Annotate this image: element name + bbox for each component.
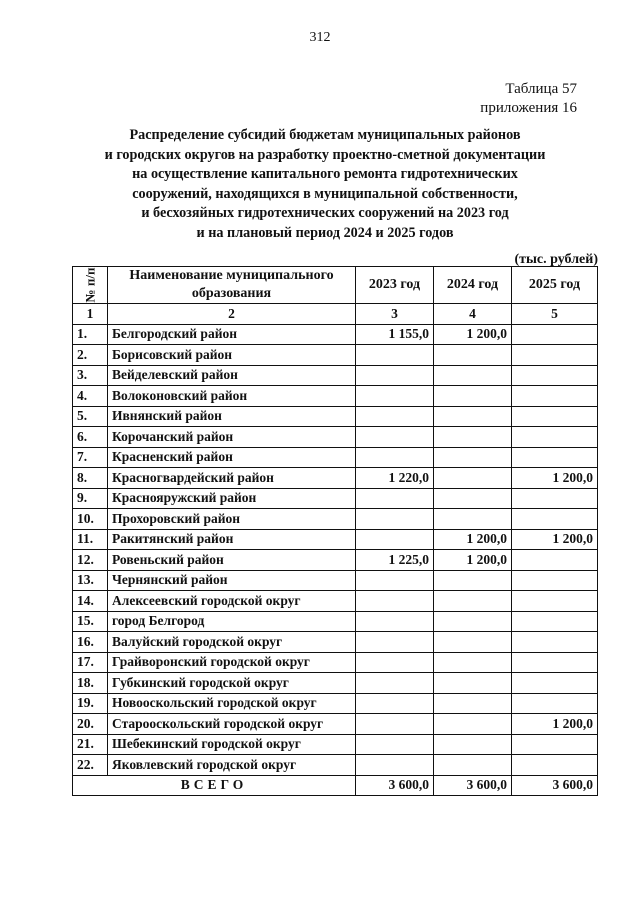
row-value-2025	[512, 365, 598, 386]
total-2025: 3 600,0	[512, 775, 598, 796]
title-line: сооружений, находящихся в муниципальной собственности,	[132, 185, 518, 202]
row-value-2025	[512, 427, 598, 448]
total-label: ВСЕГО	[73, 775, 356, 796]
row-value-2025	[512, 755, 598, 776]
table-row	[73, 324, 598, 345]
row-number: 14.	[73, 591, 108, 612]
row-value-2025: 1 200,0	[512, 529, 598, 550]
row-number: 8.	[73, 468, 108, 489]
row-name: Красногвардейский район	[108, 468, 356, 489]
row-number: 17.	[73, 652, 108, 673]
row-name: Волоконовский район	[108, 386, 356, 407]
row-value-2024	[434, 365, 512, 386]
row-name: Чернянский район	[108, 570, 356, 591]
row-value-2025: 1 200,0	[512, 468, 598, 489]
row-value-2023: 1 220,0	[356, 468, 434, 489]
row-value-2023: 1 225,0	[356, 550, 434, 571]
table-row	[73, 468, 598, 489]
table-number: Таблица 57	[505, 81, 577, 97]
table-row	[73, 632, 598, 653]
row-value-2025	[512, 570, 598, 591]
table-row	[73, 488, 598, 509]
row-name: Ровеньский район	[108, 550, 356, 571]
row-number: 2.	[73, 345, 108, 366]
row-value-2024	[434, 652, 512, 673]
row-value-2024	[434, 509, 512, 530]
row-value-2024: 1 200,0	[434, 529, 512, 550]
table-row	[73, 447, 598, 468]
row-value-2023	[356, 693, 434, 714]
row-value-2025	[512, 550, 598, 571]
row-number: 22.	[73, 755, 108, 776]
row-value-2023	[356, 386, 434, 407]
row-number: 3.	[73, 365, 108, 386]
header-2025: 2025 год	[512, 267, 598, 304]
row-value-2025	[512, 509, 598, 530]
column-index-row	[73, 304, 598, 325]
row-name: Губкинский городской округ	[108, 673, 356, 694]
table-row	[73, 529, 598, 550]
row-value-2023	[356, 427, 434, 448]
row-value-2023	[356, 591, 434, 612]
row-name: Ивнянский район	[108, 406, 356, 427]
row-number: 20.	[73, 714, 108, 735]
row-name: Краснояружский район	[108, 488, 356, 509]
row-value-2024	[434, 345, 512, 366]
row-name: Красненский район	[108, 447, 356, 468]
table-row	[73, 427, 598, 448]
table-row	[73, 509, 598, 530]
table-row	[73, 734, 598, 755]
row-value-2023	[356, 570, 434, 591]
table-header-row	[73, 267, 598, 304]
row-number: 9.	[73, 488, 108, 509]
row-number: 5.	[73, 406, 108, 427]
row-value-2023	[356, 632, 434, 653]
row-value-2025	[512, 591, 598, 612]
row-value-2024	[434, 714, 512, 735]
row-value-2024	[434, 693, 512, 714]
row-number: 11.	[73, 529, 108, 550]
row-number: 1.	[73, 324, 108, 345]
row-value-2025: 1 200,0	[512, 714, 598, 735]
column-index: 2	[108, 304, 356, 325]
row-value-2024	[434, 468, 512, 489]
row-value-2024	[434, 734, 512, 755]
table-row	[73, 714, 598, 735]
column-index: 5	[512, 304, 598, 325]
total-2024: 3 600,0	[434, 775, 512, 796]
row-name: Белгородский район	[108, 324, 356, 345]
table-row	[73, 365, 598, 386]
title-line: и бесхозяйных гидротехнических сооружений на 2023 год	[141, 205, 509, 221]
column-index: 4	[434, 304, 512, 325]
row-number: 15.	[73, 611, 108, 632]
row-value-2023	[356, 755, 434, 776]
row-name: Прохоровский район	[108, 509, 356, 530]
row-value-2025	[512, 611, 598, 632]
page-number: 312	[309, 30, 331, 45]
row-number: 6.	[73, 427, 108, 448]
row-value-2024	[434, 632, 512, 653]
row-name: Ракитянский район	[108, 529, 356, 550]
row-value-2024	[434, 427, 512, 448]
title-line: Распределение субсидий бюджетам муниципальных районов	[129, 127, 521, 143]
row-value-2025	[512, 652, 598, 673]
header-name: Наименование муниципального образования	[108, 267, 356, 304]
row-value-2023	[356, 509, 434, 530]
row-value-2023: 1 155,0	[356, 324, 434, 345]
table-row	[73, 550, 598, 571]
title-line: и на плановый период 2024 и 2025 годов	[196, 224, 454, 241]
units-label: (тыс. рублей)	[514, 252, 598, 267]
title-line: на осуществление капитального ремонта гидротехнических	[132, 166, 518, 182]
row-value-2023	[356, 611, 434, 632]
row-number: 18.	[73, 673, 108, 694]
row-name: Новооскольский городской округ	[108, 693, 356, 714]
table-row	[73, 386, 598, 407]
table-row	[73, 611, 598, 632]
table-reference	[377, 80, 577, 118]
row-number: 12.	[73, 550, 108, 571]
row-value-2023	[356, 652, 434, 673]
row-value-2024	[434, 570, 512, 591]
row-value-2024: 1 200,0	[434, 550, 512, 571]
total-2023: 3 600,0	[356, 775, 434, 796]
row-name: Шебекинский городской округ	[108, 734, 356, 755]
row-name: Алексеевский городской округ	[108, 591, 356, 612]
row-name: Старооскольский городской округ	[108, 714, 356, 735]
row-name: Грайворонский городской округ	[108, 652, 356, 673]
row-name: Яковлевский городской округ	[108, 755, 356, 776]
row-value-2025	[512, 345, 598, 366]
row-number: 16.	[73, 632, 108, 653]
row-number: 19.	[73, 693, 108, 714]
appendix-number: приложения 16	[480, 100, 577, 116]
row-value-2023	[356, 447, 434, 468]
row-name: Валуйский городской округ	[108, 632, 356, 653]
row-name: город Белгород	[108, 611, 356, 632]
title-line: и городских округов на разработку проектно-сметной документации	[104, 146, 546, 163]
row-value-2024	[434, 591, 512, 612]
document-title	[60, 126, 590, 243]
row-value-2023	[356, 529, 434, 550]
row-value-2023	[356, 406, 434, 427]
table-row	[73, 591, 598, 612]
row-name: Борисовский район	[108, 345, 356, 366]
row-value-2025	[512, 734, 598, 755]
row-value-2025	[512, 632, 598, 653]
table-row	[73, 406, 598, 427]
row-value-2024	[434, 386, 512, 407]
row-name: Вейделевский район	[108, 365, 356, 386]
total-row	[73, 775, 598, 796]
row-value-2025	[512, 324, 598, 345]
column-index: 3	[356, 304, 434, 325]
column-index: 1	[73, 304, 108, 325]
header-number: № п/п	[73, 267, 108, 304]
row-value-2024: 1 200,0	[434, 324, 512, 345]
row-value-2023	[356, 488, 434, 509]
row-value-2025	[512, 693, 598, 714]
row-number: 10.	[73, 509, 108, 530]
header-2024: 2024 год	[434, 267, 512, 304]
row-value-2025	[512, 406, 598, 427]
row-name: Корочанский район	[108, 427, 356, 448]
row-value-2024	[434, 755, 512, 776]
row-value-2025	[512, 488, 598, 509]
row-number: 13.	[73, 570, 108, 591]
row-number: 7.	[73, 447, 108, 468]
row-value-2025	[512, 386, 598, 407]
row-value-2023	[356, 365, 434, 386]
row-value-2024	[434, 673, 512, 694]
row-value-2024	[434, 447, 512, 468]
row-number: 4.	[73, 386, 108, 407]
row-value-2025	[512, 673, 598, 694]
row-value-2025	[512, 447, 598, 468]
row-value-2024	[434, 406, 512, 427]
row-value-2024	[434, 488, 512, 509]
row-value-2023	[356, 673, 434, 694]
table-row	[73, 570, 598, 591]
table-row	[73, 673, 598, 694]
subsidy-table	[72, 266, 598, 796]
row-value-2024	[434, 611, 512, 632]
table-row	[73, 755, 598, 776]
table-row	[73, 345, 598, 366]
table-row	[73, 693, 598, 714]
row-value-2023	[356, 714, 434, 735]
table-body	[73, 324, 598, 775]
header-2023: 2023 год	[356, 267, 434, 304]
row-value-2023	[356, 734, 434, 755]
table-row	[73, 652, 598, 673]
row-value-2023	[356, 345, 434, 366]
row-number: 21.	[73, 734, 108, 755]
